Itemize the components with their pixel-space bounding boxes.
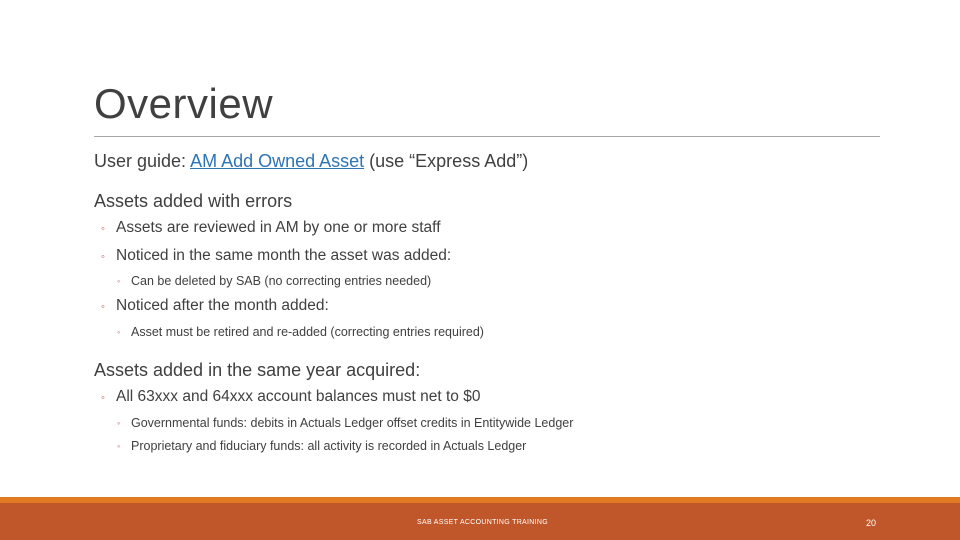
bullet-noticed-same-month: Noticed in the same month the asset was added:	[116, 247, 452, 264]
sub-bullet-retired: Asset must be retired and re-added (correcting entries required)	[131, 325, 484, 339]
page-number: 20	[866, 518, 877, 528]
sub-bullet-icon: ◦	[117, 441, 121, 451]
bullet-reviewed: Assets are reviewed in AM by one or more staff	[116, 219, 441, 236]
sub-bullet-icon: ◦	[117, 418, 121, 428]
user-guide-link[interactable]: AM Add Owned Asset	[190, 151, 365, 171]
user-guide-suffix: (use “Express Add”)	[364, 151, 529, 171]
sub-bullet-icon: ◦	[117, 276, 121, 286]
bullet-icon: ◦	[101, 301, 105, 313]
errors-heading: Assets added with errors	[94, 191, 293, 211]
sub-bullet-icon: ◦	[117, 327, 121, 337]
sub-bullet-governmental: Governmental funds: debits in Actuals Ledger offset credits in Entitywide Ledger	[131, 416, 574, 430]
bullet-icon: ◦	[101, 251, 105, 263]
title-divider	[94, 136, 880, 137]
sub-bullet-proprietary: Proprietary and fiduciary funds: all activity is recorded in Actuals Ledger	[131, 439, 527, 453]
user-guide-prefix: User guide:	[94, 151, 191, 171]
slide-title: Overview	[94, 80, 274, 127]
user-guide-line	[94, 151, 528, 172]
footer-text: SAB ASSET ACCOUNTING TRAINING	[417, 519, 548, 526]
bullet-noticed-after: Noticed after the month added:	[116, 297, 329, 314]
same-year-heading: Assets added in the same year acquired:	[94, 360, 421, 380]
bullet-icon: ◦	[101, 223, 105, 235]
bullet-net-to-zero: All 63xxx and 64xxx account balances must net to $0	[116, 388, 481, 405]
sub-bullet-deleted: Can be deleted by SAB (no correcting entries needed)	[131, 274, 432, 288]
bullet-icon: ◦	[101, 392, 105, 404]
